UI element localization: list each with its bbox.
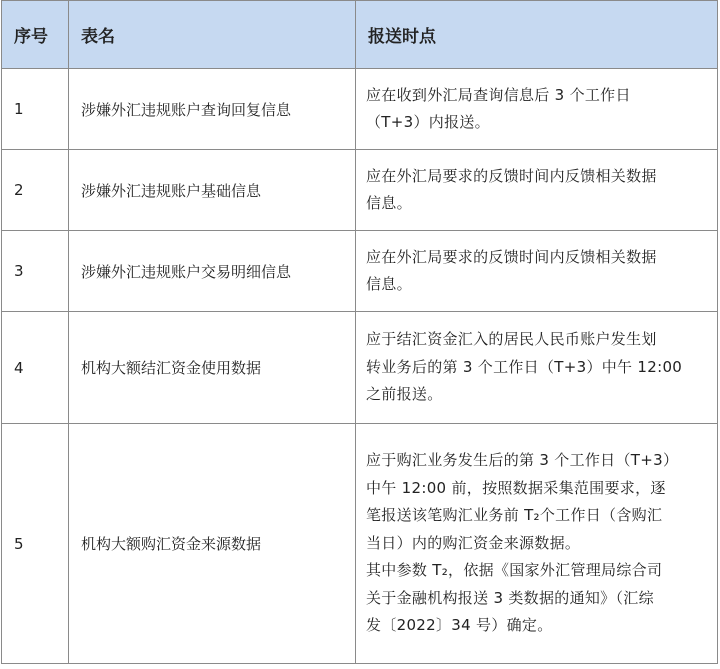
table-row xyxy=(2,69,718,150)
report-time-line: 其中参数 T₂，依据《国家外汇管理局综合司 xyxy=(366,561,663,580)
report-time-cell xyxy=(356,231,718,312)
row-number: 2 xyxy=(2,150,69,231)
row-number: 5 xyxy=(2,424,69,664)
table-row xyxy=(2,150,718,231)
report-time-cell xyxy=(356,312,718,424)
table-row xyxy=(2,312,718,424)
table-name-cell: 涉嫌外汇违规账户查询回复信息 xyxy=(69,69,356,150)
report-time-cell xyxy=(356,69,718,150)
report-time-line: 关于金融机构报送 3 类数据的通知》（汇综 xyxy=(366,588,654,607)
report-time-line: 应于结汇资金汇入的居民人民币账户发生划 xyxy=(366,330,657,349)
table-row xyxy=(2,231,718,312)
report-time-line: 发〔2022〕34 号）确定。 xyxy=(366,616,553,635)
report-time-line: 应在收到外汇局查询信息后 3 个工作日 xyxy=(366,85,631,104)
report-time-line: 信息。 xyxy=(366,194,412,212)
table-name-cell: 机构大额结汇资金使用数据 xyxy=(69,312,356,424)
table-name-cell: 涉嫌外汇违规账户基础信息 xyxy=(69,150,356,231)
report-time-cell xyxy=(356,424,718,664)
table-name-cell: 涉嫌外汇违规账户交易明细信息 xyxy=(69,231,356,312)
report-time-line: 应在外汇局要求的反馈时间内反馈相关数据 xyxy=(366,247,657,266)
header-time: 报送时点 xyxy=(356,1,718,69)
header-name: 表名 xyxy=(69,1,356,69)
report-time-line: 应在外汇局要求的反馈时间内反馈相关数据 xyxy=(366,166,657,185)
report-time-line: 信息。 xyxy=(366,275,412,293)
report-table xyxy=(1,0,718,664)
table-header-row xyxy=(2,1,718,69)
report-time-line: 中午 12:00 前，按照数据采集范围要求，逐 xyxy=(366,478,666,497)
report-time-line: 应于购汇业务发生后的第 3 个工作日（T+3） xyxy=(366,451,679,470)
report-time-line: （T+3）内报送。 xyxy=(366,113,490,131)
row-number: 3 xyxy=(2,231,69,312)
table-row xyxy=(2,424,718,664)
report-time-line: 转业务后的第 3 个工作日（T+3）中午 12:00 xyxy=(366,357,683,376)
report-time-line: 之前报送。 xyxy=(366,385,443,404)
report-time-cell xyxy=(356,150,718,231)
row-number: 1 xyxy=(2,69,69,150)
report-time-line: 笔报送该笔购汇业务前 T₂个工作日（含购汇 xyxy=(366,506,663,525)
report-time-line: 当日）内的购汇资金来源数据。 xyxy=(366,533,581,552)
row-number: 4 xyxy=(2,312,69,424)
header-no: 序号 xyxy=(2,1,69,69)
table-name-cell: 机构大额购汇资金来源数据 xyxy=(69,424,356,664)
